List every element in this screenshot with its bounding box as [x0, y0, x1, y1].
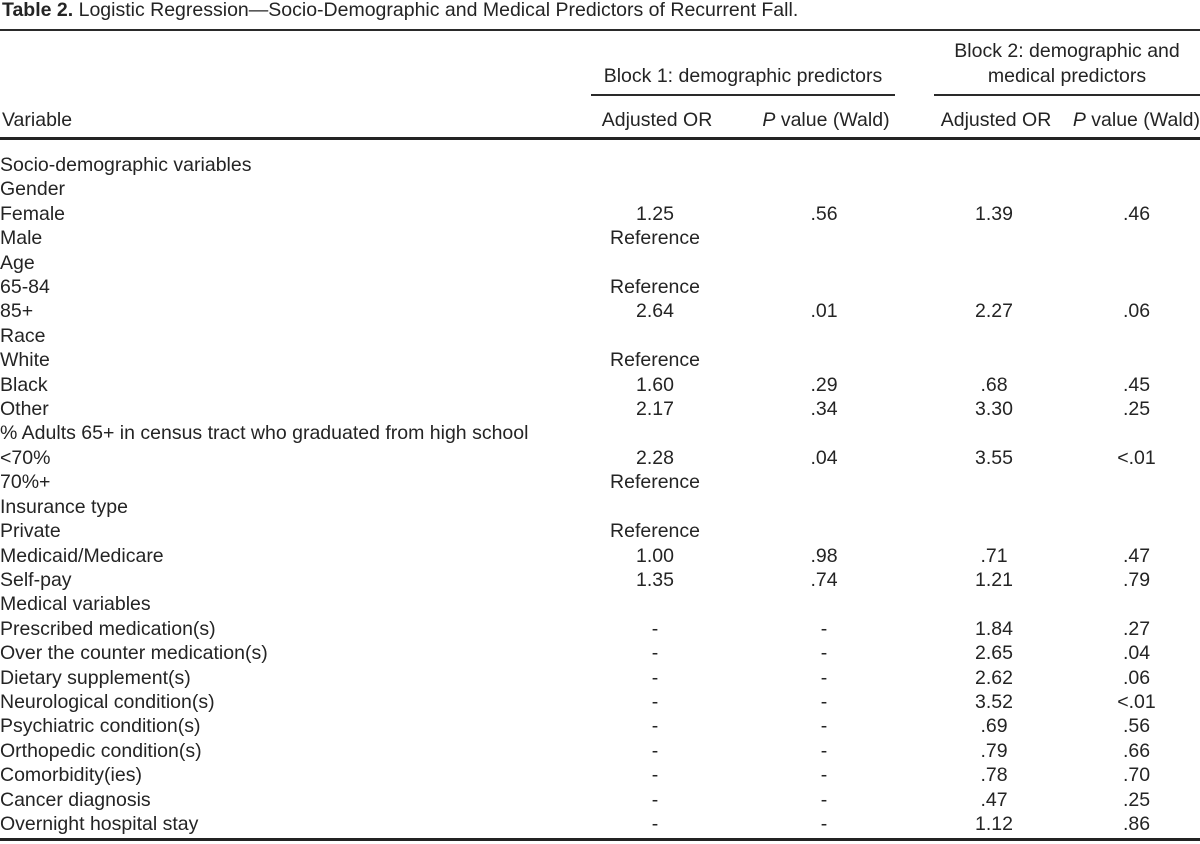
cell-block1-adjusted-or: 1.25: [636, 202, 674, 225]
row-variable-label: Dietary supplement(s): [0, 666, 191, 689]
row-variable-label: Black: [0, 373, 48, 396]
table-row: [0, 177, 1200, 201]
row-variable-label: <70%: [0, 446, 51, 469]
cell-block1-adjusted-or: [577, 592, 733, 616]
cell-block1-p-value: [733, 348, 915, 372]
cell-block2-p-value: <.01: [1117, 690, 1156, 713]
cell-block2-p-value: .56: [1122, 715, 1151, 738]
block1-p-value-rest: value (Wald): [775, 109, 890, 131]
cell-block2-p-value: [1073, 348, 1200, 372]
table-row: [0, 226, 1200, 250]
row-variable-label: Race: [0, 324, 46, 347]
table-row: [0, 544, 1200, 568]
row-variable-label: 65-84: [0, 276, 50, 299]
cell-block1-adjusted-or: -: [651, 788, 659, 811]
cell-block1-adjusted-or: 1.00: [636, 544, 674, 567]
table-row: [0, 812, 1200, 836]
table-row: [0, 397, 1200, 421]
column-header-block2-p-value: [1060, 109, 1200, 131]
cell-block2-adjusted-or: 3.55: [975, 446, 1013, 469]
table-row: [0, 324, 1200, 348]
cell-block2-adjusted-or: [915, 275, 1073, 299]
cell-block1-adjusted-or: 2.17: [636, 398, 674, 421]
cell-block1-adjusted-or: 2.64: [636, 300, 674, 323]
table-row: [0, 495, 1200, 519]
cell-block1-p-value: .98: [810, 544, 838, 567]
table-row: [0, 446, 1200, 470]
cell-block2-adjusted-or: [915, 324, 1073, 348]
cell-block2-adjusted-or: [915, 153, 1073, 177]
row-variable-label: Gender: [0, 178, 66, 201]
table-row: [0, 592, 1200, 616]
table-row: [0, 641, 1200, 665]
row-variable-label: Comorbidity(ies): [0, 764, 142, 787]
cell-block1-p-value: -: [820, 690, 828, 713]
row-variable-label: Medicaid/Medicare: [0, 544, 164, 567]
cell-block2-p-value: [1073, 421, 1200, 445]
cell-block2-adjusted-or: 2.65: [975, 642, 1013, 665]
cell-block1-p-value: [733, 592, 915, 616]
column-header-block1-adjusted-or: Adjusted OR: [601, 109, 713, 131]
cell-block1-adjusted-or: [577, 153, 733, 177]
cell-block1-adjusted-or: -: [651, 666, 659, 689]
cell-block1-adjusted-or: 1.60: [636, 373, 674, 396]
row-variable-label: Private: [0, 520, 61, 543]
cell-block2-adjusted-or: [915, 226, 1073, 250]
cell-block2-p-value: .25: [1122, 398, 1151, 421]
table-row: [0, 299, 1200, 323]
row-variable-label: Cancer diagnosis: [0, 788, 151, 811]
row-variable-label: Self-pay: [0, 568, 72, 591]
row-variable-label: Psychiatric condition(s): [0, 715, 201, 738]
cell-block1-adjusted-or: -: [651, 764, 659, 787]
regression-data-table: [0, 153, 1200, 836]
cell-block2-adjusted-or: [915, 495, 1073, 519]
cell-block1-p-value: .34: [810, 398, 838, 421]
cell-block1-adjusted-or: -: [651, 739, 659, 762]
row-variable-label: Female: [0, 202, 66, 225]
cell-block1-adjusted-or: [577, 421, 733, 445]
cell-block1-adjusted-or: [577, 177, 733, 201]
cell-block2-adjusted-or: 3.30: [975, 398, 1013, 421]
table-number-label: Table 2.: [2, 0, 74, 21]
table-row: [0, 251, 1200, 275]
cell-block1-adjusted-or: -: [651, 812, 659, 835]
cell-block2-p-value: .46: [1122, 202, 1151, 225]
table-title-text: Logistic Regression—Socio-Demographic and Medical Predictors of Recurrent Fall.: [78, 0, 799, 21]
row-variable-label: Age: [0, 251, 35, 274]
cell-block2-p-value: [1073, 226, 1200, 250]
cell-block1-p-value: -: [820, 666, 828, 689]
table-title: [2, 0, 798, 21]
cell-block2-p-value: .47: [1122, 544, 1151, 567]
row-variable-label: Overnight hospital stay: [0, 812, 199, 835]
row-variable-label: 70%+: [0, 471, 51, 494]
cell-block2-adjusted-or: .79: [980, 739, 1008, 762]
cell-block2-p-value: .04: [1122, 642, 1151, 665]
cell-block2-adjusted-or: [915, 519, 1073, 543]
cell-block2-adjusted-or: 1.39: [975, 202, 1013, 225]
cell-block1-adjusted-or: Reference: [610, 349, 700, 372]
cell-block2-p-value: .70: [1122, 764, 1151, 787]
table-row: [0, 373, 1200, 397]
cell-block2-adjusted-or: [915, 470, 1073, 494]
cell-block1-p-value: [733, 177, 915, 201]
cell-block1-p-value: [733, 275, 915, 299]
table-row: [0, 690, 1200, 714]
table-row: [0, 714, 1200, 738]
cell-block1-p-value: [733, 324, 915, 348]
cell-block2-adjusted-or: [915, 177, 1073, 201]
cell-block1-adjusted-or: Reference: [610, 520, 700, 543]
block1-spanner-label: Block 1: demographic predictors: [603, 65, 883, 87]
row-variable-label: Prescribed medication(s): [0, 617, 216, 640]
block2-p-symbol: P: [1072, 109, 1086, 131]
table-row: [0, 275, 1200, 299]
cell-block1-p-value: .29: [810, 373, 838, 396]
row-variable-label: Insurance type: [0, 495, 128, 518]
cell-block1-p-value: -: [820, 617, 828, 640]
header-divider-rule: [0, 137, 1200, 140]
cell-block2-p-value: .66: [1122, 739, 1151, 762]
cell-block1-p-value: -: [820, 642, 828, 665]
cell-block2-adjusted-or: .78: [980, 764, 1008, 787]
cell-block2-adjusted-or: [915, 592, 1073, 616]
cell-block1-p-value: [733, 421, 915, 445]
cell-block1-adjusted-or: -: [651, 642, 659, 665]
cell-block2-adjusted-or: [915, 251, 1073, 275]
cell-block2-p-value: [1073, 153, 1200, 177]
cell-block2-p-value: <.01: [1117, 446, 1156, 469]
cell-block2-adjusted-or: .71: [980, 544, 1008, 567]
cell-block1-adjusted-or: Reference: [610, 471, 700, 494]
block2-spanner-line1: Block 2: demographic and: [954, 40, 1180, 62]
cell-block1-adjusted-or: -: [651, 715, 659, 738]
cell-block1-p-value: [733, 519, 915, 543]
table-row: [0, 470, 1200, 494]
row-variable-label: Orthopedic condition(s): [0, 739, 202, 762]
cell-block2-p-value: [1073, 324, 1200, 348]
block2-spanner-label: [954, 39, 1179, 89]
cell-block1-p-value: [733, 153, 915, 177]
bottom-rule: [0, 838, 1200, 841]
cell-block1-p-value: -: [820, 739, 828, 762]
cell-block1-adjusted-or: Reference: [610, 276, 700, 299]
table-row: [0, 568, 1200, 592]
cell-block1-p-value: -: [820, 764, 828, 787]
cell-block2-p-value: [1073, 495, 1200, 519]
cell-block1-p-value: -: [820, 715, 828, 738]
cell-block1-p-value: [733, 226, 915, 250]
row-variable-label: Other: [0, 398, 49, 421]
cell-block1-p-value: [733, 495, 915, 519]
cell-block1-adjusted-or: -: [651, 617, 659, 640]
table-row: [0, 202, 1200, 226]
title-divider-rule: [0, 29, 1200, 31]
cell-block2-p-value: .45: [1122, 373, 1151, 396]
cell-block1-adjusted-or: [577, 324, 733, 348]
cell-block2-p-value: [1073, 251, 1200, 275]
cell-block1-p-value: .56: [810, 202, 838, 225]
cell-block2-adjusted-or: .69: [980, 715, 1008, 738]
cell-block1-p-value: .04: [810, 446, 838, 469]
cell-block1-p-value: [733, 251, 915, 275]
cell-block2-adjusted-or: 2.27: [975, 300, 1013, 323]
block1-spanner-header: [591, 40, 895, 96]
table-row: [0, 617, 1200, 641]
column-header-block2-adjusted-or: Adjusted OR: [940, 109, 1052, 131]
table-row: [0, 666, 1200, 690]
cell-block1-p-value: [733, 470, 915, 494]
table-row: [0, 421, 1200, 445]
cell-block2-adjusted-or: .68: [980, 373, 1008, 396]
cell-block2-p-value: [1073, 470, 1200, 494]
cell-block2-adjusted-or: [915, 348, 1073, 372]
cell-block2-adjusted-or: 1.12: [975, 812, 1013, 835]
row-variable-label: Male: [0, 227, 43, 250]
row-variable-label: Medical variables: [0, 593, 151, 616]
row-variable-label: 85+: [0, 300, 34, 323]
cell-block1-p-value: .01: [810, 300, 838, 323]
cell-block1-adjusted-or: [577, 495, 733, 519]
cell-block2-p-value: [1073, 177, 1200, 201]
cell-block2-p-value: .86: [1122, 812, 1151, 835]
cell-block2-p-value: [1073, 519, 1200, 543]
row-variable-label: % Adults 65+ in census tract who graduated from high school: [0, 422, 529, 445]
cell-block2-p-value: .06: [1122, 666, 1151, 689]
block1-p-symbol: P: [762, 109, 776, 131]
table-row: [0, 788, 1200, 812]
cell-block2-adjusted-or: .47: [980, 788, 1008, 811]
row-variable-label: Neurological condition(s): [0, 690, 215, 713]
cell-block1-adjusted-or: 2.28: [636, 446, 674, 469]
cell-block1-adjusted-or: 1.35: [636, 568, 674, 591]
block2-p-value-rest: value (Wald): [1085, 109, 1200, 131]
table-row: [0, 519, 1200, 543]
column-header-block1-p-value: [735, 109, 917, 131]
cell-block2-p-value: .06: [1122, 300, 1151, 323]
cell-block1-adjusted-or: -: [651, 690, 659, 713]
cell-block1-adjusted-or: Reference: [610, 227, 700, 250]
cell-block2-p-value: [1073, 275, 1200, 299]
block2-spanner-header: [934, 40, 1200, 96]
row-variable-label: Socio-demographic variables: [0, 154, 252, 176]
cell-block1-p-value: -: [820, 788, 828, 811]
row-variable-label: White: [0, 349, 50, 372]
cell-block2-p-value: .79: [1122, 568, 1151, 591]
table-row: [0, 348, 1200, 372]
cell-block2-adjusted-or: 1.21: [975, 568, 1013, 591]
cell-block1-p-value: -: [820, 812, 828, 835]
cell-block1-adjusted-or: [577, 251, 733, 275]
row-variable-label: Over the counter medication(s): [0, 642, 268, 665]
table-row: [0, 763, 1200, 787]
cell-block2-adjusted-or: 2.62: [975, 666, 1013, 689]
table-row: [0, 739, 1200, 763]
table-body: [0, 153, 1200, 836]
cell-block2-adjusted-or: 3.52: [975, 690, 1013, 713]
cell-block1-p-value: .74: [810, 568, 838, 591]
column-header-variable: Variable: [2, 109, 73, 131]
table-row: [0, 153, 1200, 177]
cell-block2-adjusted-or: 1.84: [975, 617, 1013, 640]
cell-block2-p-value: .25: [1122, 788, 1151, 811]
block2-spanner-line2: medical predictors: [987, 65, 1147, 87]
cell-block2-p-value: [1073, 592, 1200, 616]
cell-block2-adjusted-or: [915, 421, 1073, 445]
cell-block2-p-value: .27: [1122, 617, 1151, 640]
